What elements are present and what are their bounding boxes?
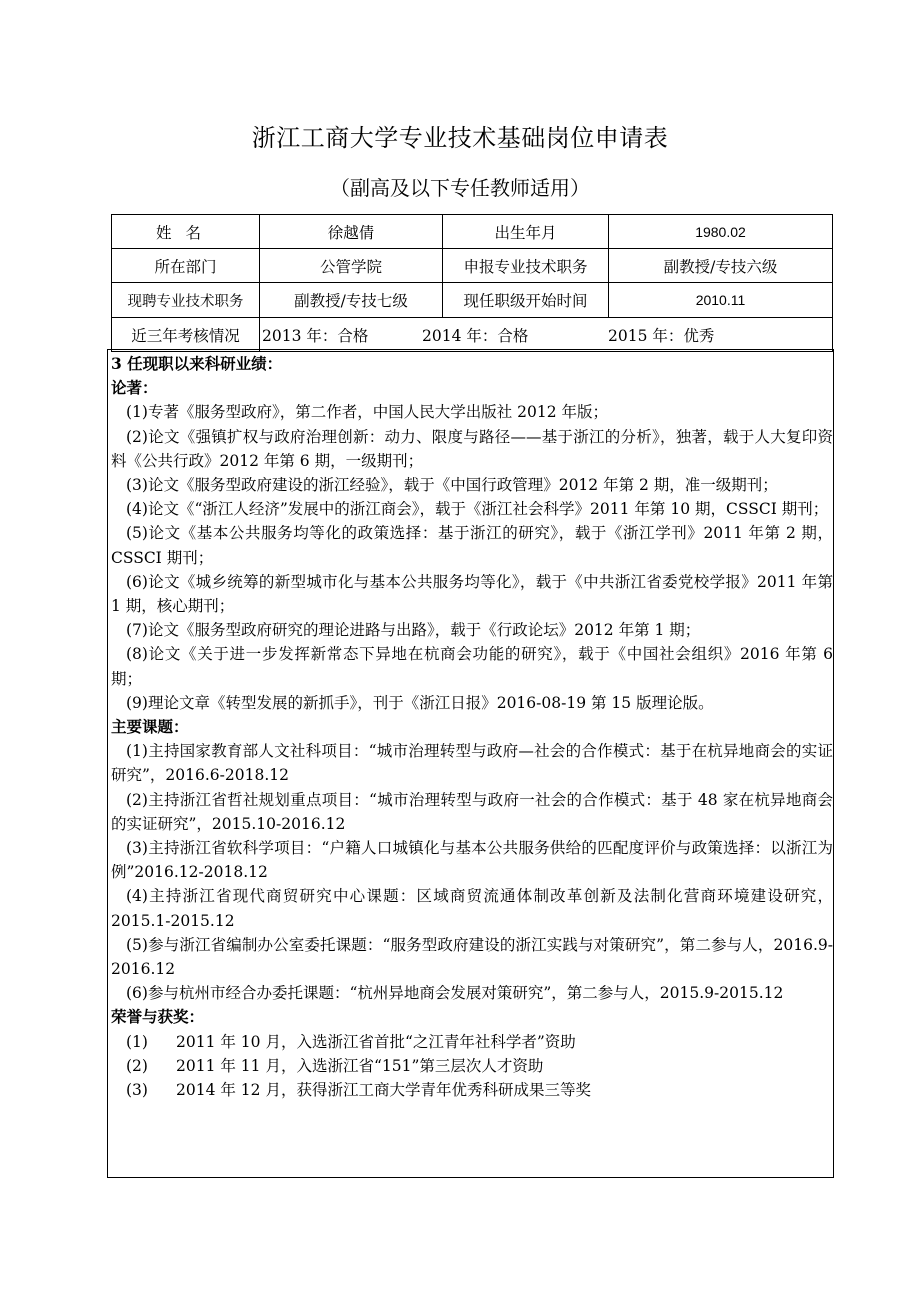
list-item — [111, 1054, 833, 1078]
list-item: (5)论文《基本公共服务均等化的政策选择：基于浙江的研究》，载于《浙江学刊》2011 年第 2 期，CSSCI 期刊； — [111, 524, 833, 567]
current-position-label: 现聘专业技术职务 — [112, 283, 260, 318]
list-item: (4)论文《“浙江人经济”发展中的浙江商会》，载于《浙江社会科学》2011 年第 10 期，CSSCI 期刊； — [126, 500, 829, 519]
start-time-value: 2010.11 — [609, 283, 833, 318]
list-item: (4)主持浙江省现代商贸研究中心课题：区域商贸流通体制改革创新及法制化营商环境建设研究，2015.1-2015.12 — [111, 887, 833, 930]
awards-heading: 荣誉与获奖： — [111, 1007, 205, 1027]
current-position-value: 副教授/专技七级 — [260, 283, 443, 318]
page-subtitle: （副高及以下专任教师适用） — [330, 176, 590, 200]
apply-position-label: 申报专业技术职务 — [443, 249, 609, 283]
list-item: (8)论文《关于进一步发挥新常态下异地在杭商会功能的研究》，载于《中国社会组织》2016 年第 6 期； — [111, 645, 833, 688]
achievements-content — [111, 352, 833, 1102]
page-title: 浙江工商大学专业技术基础岗位申请表 — [251, 124, 669, 152]
review-results — [260, 318, 833, 352]
info-table — [111, 214, 833, 352]
birth-label: 出生年月 — [443, 215, 609, 249]
list-item: (5)参与浙江省编制办公室委托课题：“服务型政府建设的浙江实践与对策研究”，第二参与人，2016.9-2016.12 — [111, 935, 833, 979]
review-2015: 2015 年：优秀 — [608, 326, 715, 345]
list-item: (2)论文《强镇扩权与政府治理创新：动力、限度与路径——基于浙江的分析》，独著，载于人大复印资料《公共行政》2012 年第 6 期，一级期刊； — [111, 427, 833, 470]
list-item — [111, 1030, 833, 1054]
review-2014: 2014 年：合格 — [422, 326, 529, 345]
award-number: (1) — [126, 1032, 148, 1051]
birth-value: 1980.02 — [609, 215, 833, 249]
table-row — [112, 215, 833, 249]
table-row — [112, 249, 833, 283]
list-item: (6)参与杭州市经合办委托课题：“杭州异地商会发展对策研究”，第二参与人，2015.9-2015.12 — [126, 984, 784, 1003]
list-item: (6)论文《城乡统筹的新型城市化与基本公共服务均等化》，载于《中共浙江省委党校学报》2011 年第 1 期，核心期刊； — [111, 572, 833, 616]
award-number: (3) — [126, 1081, 148, 1100]
name-label: 姓名 — [112, 215, 260, 249]
start-time-label: 现任职级开始时间 — [443, 283, 609, 318]
list-item: (7)论文《服务型政府研究的理论进路与出路》，载于《行政论坛》2012 年第 1 期； — [126, 621, 701, 640]
award-text: 2011 年 10 月，入选浙江省首批“之江青年社科学者”资助 — [176, 1032, 576, 1051]
name-value: 徐越倩 — [260, 215, 443, 249]
list-item: (1)专著《服务型政府》，第二作者，中国人民大学出版社 2012 年版； — [126, 403, 609, 422]
apply-position-value: 副教授/专技六级 — [609, 249, 833, 283]
table-row — [112, 283, 833, 318]
list-item: (9)理论文章《转型发展的新抓手》，刊于《浙江日报》2016-08-19 第 15 版理论版。 — [126, 693, 714, 712]
section-heading: 3 任现职以来科研业绩： — [111, 354, 283, 373]
table-row — [112, 318, 833, 352]
dept-value: 公管学院 — [260, 249, 443, 283]
papers-heading: 论著： — [111, 378, 158, 398]
list-item — [111, 1078, 833, 1102]
list-item: (1)主持国家教育部人文社科项目：“城市治理转型与政府—社会的合作模式：基于在杭异地商会的实证研究”，2016.6-2018.12 — [111, 742, 833, 785]
award-text: 2014 年 12 月，获得浙江工商大学青年优秀科研成果三等奖 — [176, 1081, 591, 1100]
list-item: (3)论文《服务型政府建设的浙江经验》，载于《中国行政管理》2012 年第 2 期，准一级期刊； — [126, 476, 778, 495]
list-item: (3)主持浙江省软科学项目：“户籍人口城镇化与基本公共服务供给的匹配度评价与政策选择：以浙江为例”2016.12-2018.12 — [111, 839, 833, 882]
award-text: 2011 年 11 月，入选浙江省“151”第三层次人才资助 — [176, 1056, 544, 1075]
projects-heading: 主要课题： — [111, 717, 189, 737]
list-item: (2)主持浙江省哲社规划重点项目：“城市治理转型与政府一社会的合作模式：基于 48 家在杭异地商会的实证研究”，2015.10-2016.12 — [111, 790, 833, 833]
review-2013: 2013 年：合格 — [262, 326, 369, 345]
dept-label: 所在部门 — [112, 249, 260, 283]
review-label: 近三年考核情况 — [112, 318, 260, 352]
award-number: (2) — [126, 1056, 148, 1075]
